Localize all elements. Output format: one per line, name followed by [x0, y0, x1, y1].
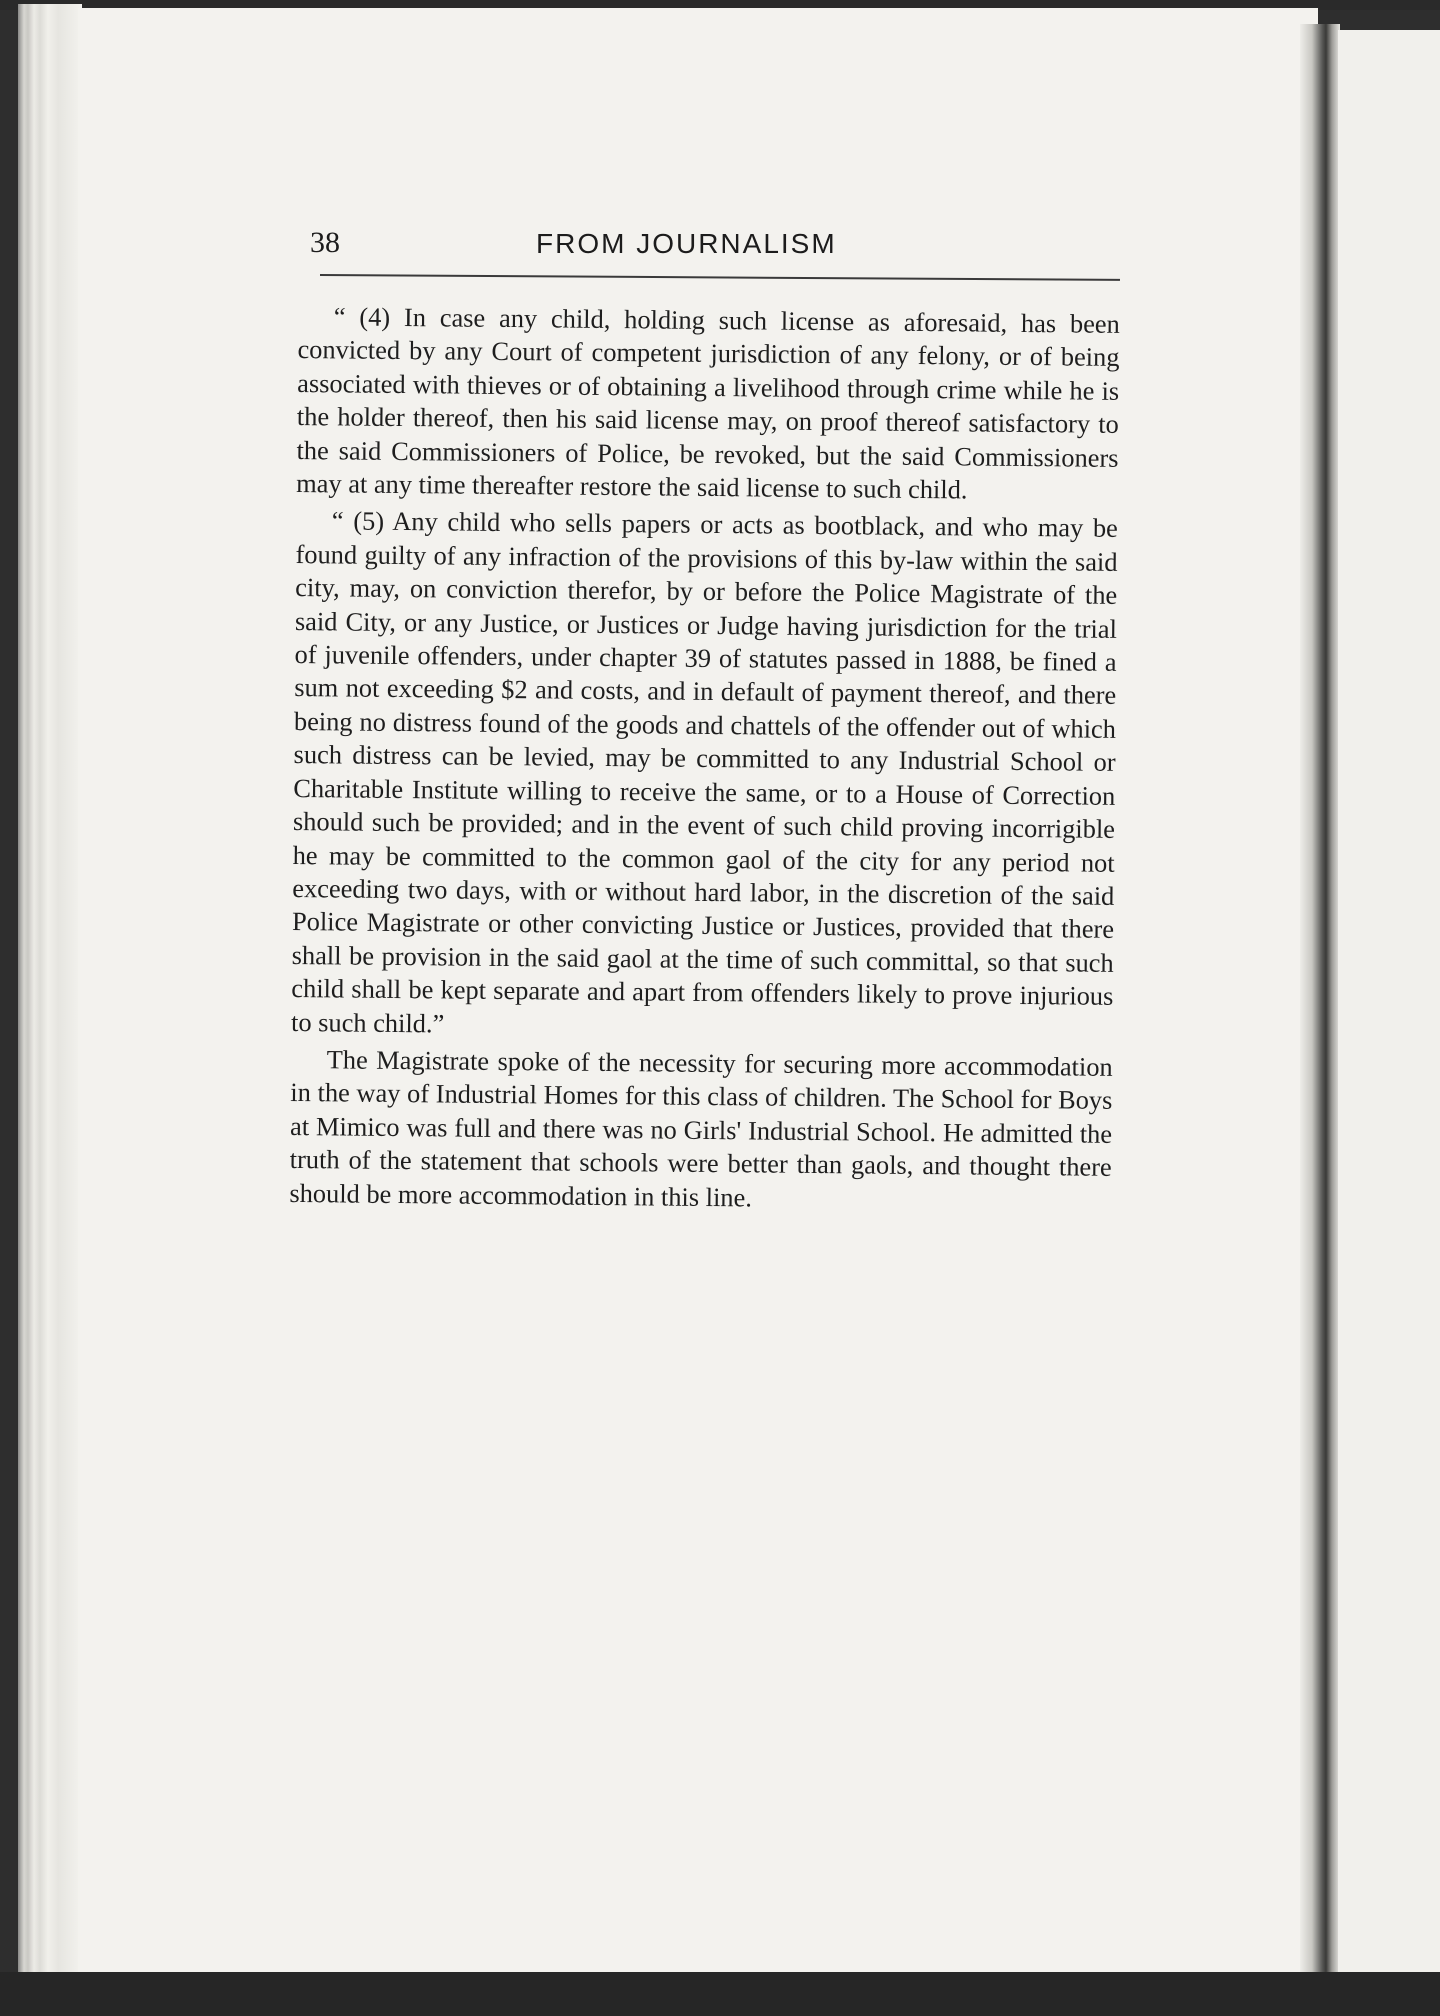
- running-title: FROM JOURNALISM: [536, 228, 837, 259]
- adjacent-page-edge: [1338, 30, 1440, 1975]
- page-fold-shadow: [1300, 24, 1340, 1974]
- left-page-edges: [18, 4, 82, 1979]
- scan-bottom-border: [0, 1972, 1440, 2016]
- paragraph-clause-5: “ (5) Any child who sells papers or acts as bootblack, and who may be found guilty of any infraction of the provisions of this by-law within the said city, may, on conviction therefor, by or before the Police Magistrate of the said City, or any Justice, or Justices or Judge having jurisdiction for the trial of juvenile offenders, under chapter 39 of statutes passed in 1888, be fined a sum not exceeding $2 and costs, and in default of payment thereof, and there being no distress found of the goods and chattels of the offender out of which such distress can be levied, may be committed to any Industrial School or Charitable Institute willing to receive the same, or to a House of Correction should such be provided; and in the event of such child proving incorrigible he may be committed to the common gaol of the city for any period not exceeding two days, with or without hard labor, in the discretion of the said Police Magistrate or other convicting Justice or Justices, provided that there shall be provision in the said gaol at the time of such committal, so that such child shall be kept separate and apart from offenders likely to prove injurious to such child.”: [290, 505, 1118, 1038]
- running-head: [310, 222, 1118, 272]
- paragraph-magistrate-remarks: The Magistrate spoke of the necessity for securing more accommodation in the way of Industrial Homes for this class of children. The School for Boys at Mimico was full and there was no Girls' Industrial School. He admitted the truth of the statement that schools were better than gaols, and thought there should be more accommodation in this line.: [289, 1044, 1113, 1212]
- paragraph-clause-4: “ (4) In case any child, holding such license as aforesaid, has been convicted by any Court of competent jurisdiction of any felony, or of being associated with thieves or of obtaining a livelihood through crime while he is the holder thereof, then his said license may, on proof thereof satisfactory to the said Commissioners of Police, be revoked, but the said Commissioners may at any time thereafter restore the said license to such child.: [296, 301, 1120, 505]
- body-text: [289, 300, 1120, 1218]
- page-number: 38: [310, 226, 340, 259]
